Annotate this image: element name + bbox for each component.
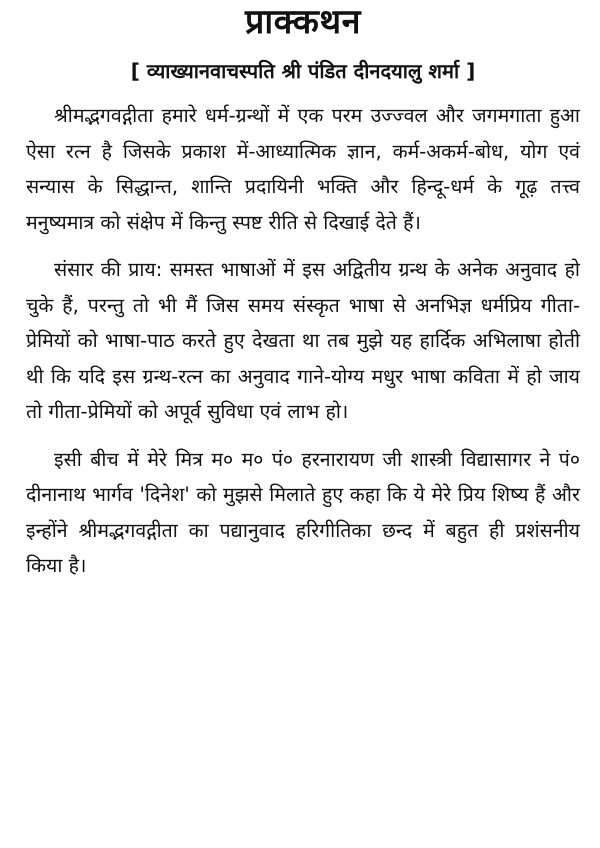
paragraph-3: इसी बीच में मेरे मित्र म० म० पं० हरनारायण जी शास्त्री विद्यासागर ने पं० दीनानाथ भार्गव 'दिनेश' को मुझसे मिलाते हुए कहा कि ये मेरे प्रिय शिष्य हैं और इन्होंने श्रीमद्भगवद्गीता का पद्यानुवाद हरिगीतिका छन्द में बहुत ही प्रशंसनीय किया है। — [26, 447, 580, 577]
paragraph-1: श्रीमद्भगवद्गीता हमारे धर्म-ग्रन्थों में एक परम उज्ज्वल और जगमगाता हुआ ऐसा रत्न है जिसके प्रकाश में-आध्यात्मिक ज्ञान, कर्म-अकर्म-बोध, योग एवं सन्यास के सिद्धान्त, शान्ति प्रदायिनी भक्ति और हिन्दू-धर्म के गूढ़ तत्त्व मनुष्यमात्र को संक्षेप में किन्तु स्पष्ट रीति से दिखाई देते हैं। — [26, 104, 580, 234]
page-title: प्राक्कथन — [245, 2, 361, 42]
paragraph-2: संसार की प्राय: समस्त भाषाओं में इस अद्वितीय ग्रन्थ के अनेक अनुवाद हो चुके हैं, परन्तु तो भी मैं जिस समय संस्कृत भाषा से अनभिज्ञ धर्मप्रिय गीता-प्रेमियों को भाषा-पाठ करते हुए देखता था तब मुझे यह हार्दिक अभिलाषा होती थी कि यदि इस ग्रन्थ-रत्न का अनुवाद गाने-योग्य मधुर भाषा कविता में हो जाय तो गीता-प्रेमियों को अपूर्व सुविधा एवं लाभ हो। — [26, 258, 580, 423]
author-subtitle: [ व्याख्यानवाचस्पति श्री पंडित दीनदयालु शर्मा ] — [130, 59, 476, 83]
